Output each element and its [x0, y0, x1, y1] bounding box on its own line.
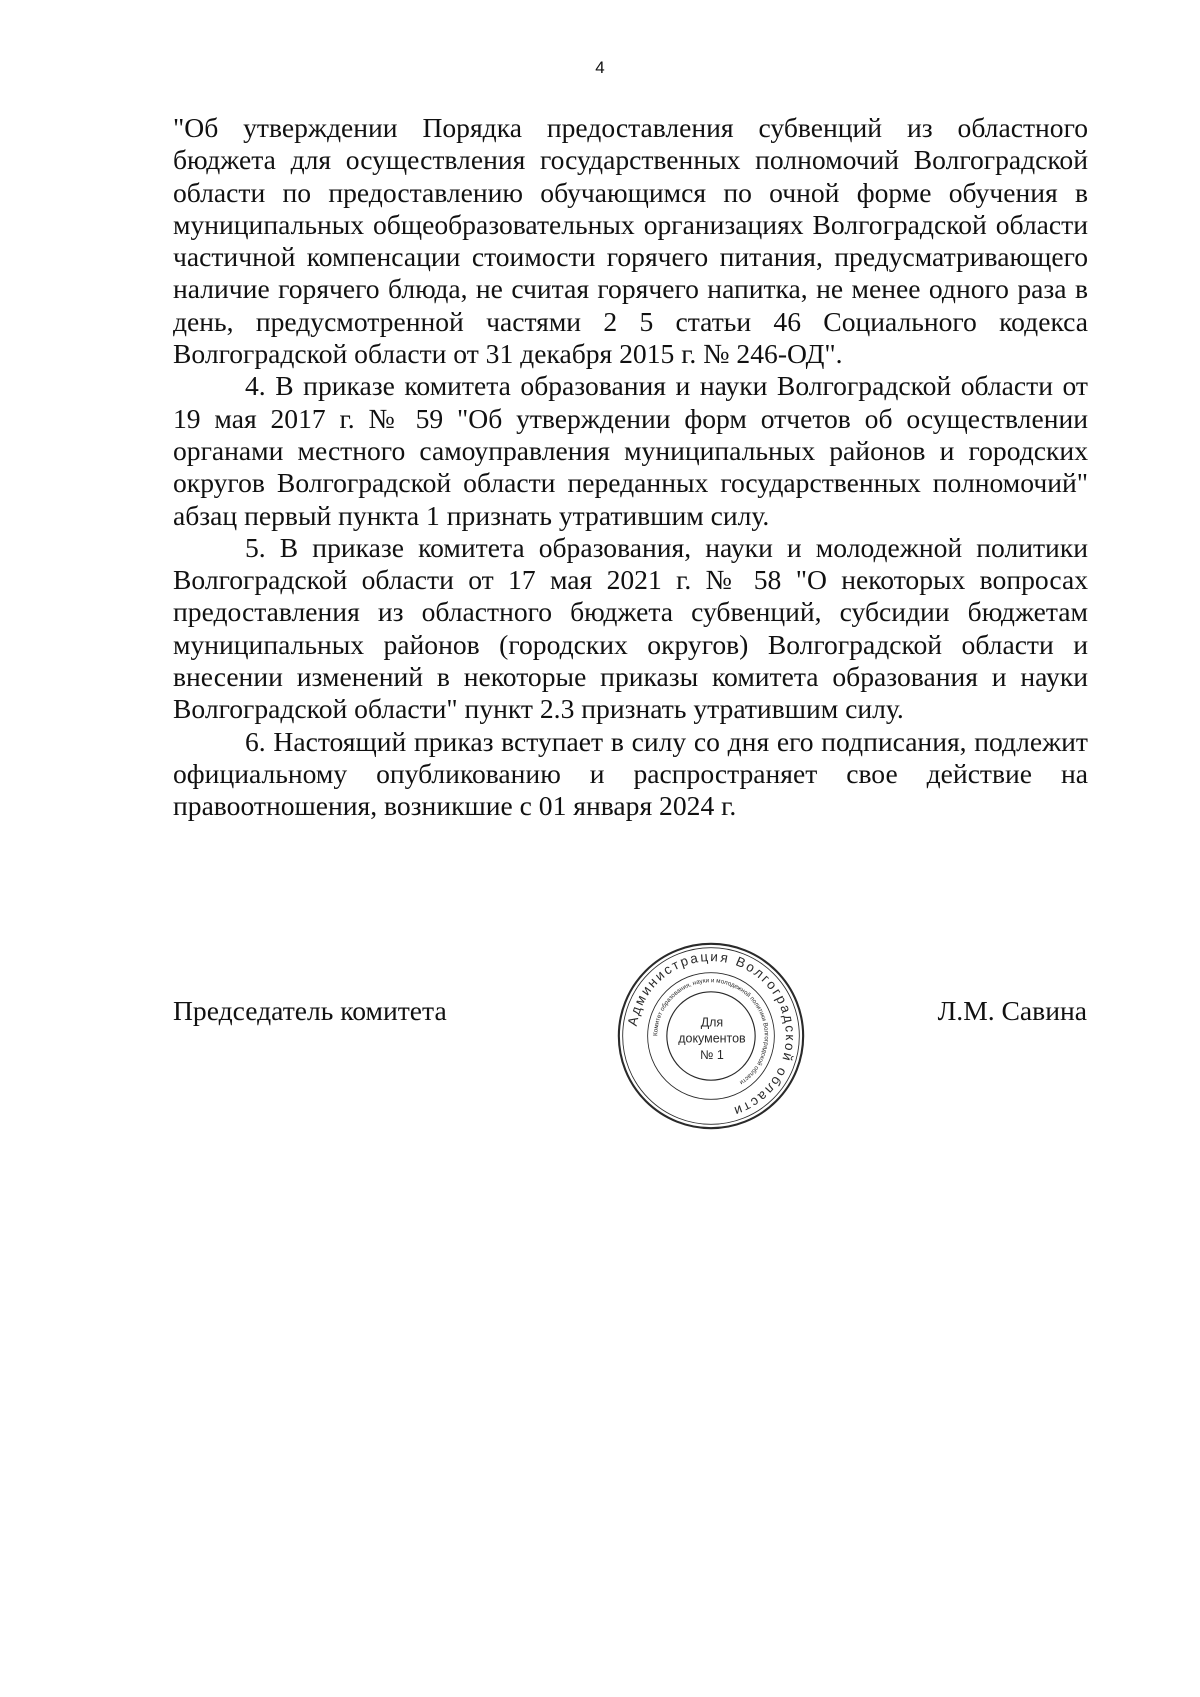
stamp-center-line-1: Для — [700, 1015, 724, 1030]
paragraph-item-5: 5. В приказе комитета образования, науки и молодежной политики Волгоградской области от 17 мая 2021 г. № 58 "О некоторых вопросах предоставления из областного бюджета субвенций, субсидии бюджетам муниципальных районов (городских округов) Волгоградской области и внесении изменений в некоторые приказы комитета образования и науки Волгоградской области" пункт 2.3 признать утратившим силу. — [173, 531, 1088, 725]
paragraph-item-6: 6. Настоящий приказ вступает в силу со дня его подписания, подлежит официальному опубликованию и распространяет свое действие на правоотношения, возникшие с 01 января 2024 г. — [173, 725, 1088, 822]
official-seal-stamp — [615, 940, 807, 1132]
signatory-name: Л.М. Савина — [937, 995, 1087, 1026]
stamp-center-line-2: документов — [678, 1031, 746, 1046]
signatory-title: Председатель комитета — [173, 995, 447, 1026]
stamp-inner-ring-text: Комитет образования, науки и молодежной политики Волгоградской области — [652, 977, 770, 1086]
page-number: 4 — [595, 58, 605, 77]
paragraph-item-4: 4. В приказе комитета образования и науки Волгоградской области от 19 мая 2017 г. № 59 "Об утверждении форм отчетов об осуществлении органами местного самоуправления муниципальных районов и городских округов Волгоградской области переданных государственных полномочий" абзац первый пункта 1 признать утратившим силу. — [173, 370, 1088, 531]
paragraph-continuation: "Об утверждении Порядка предоставления субвенций из областного бюджета для осуществления государственных полномочий Волгоградской области по предоставлению обучающимся по очной форме обучения в муниципальных общеобразовательных организациях Волгоградской области частичной компенсации стоимости горячего питания, предусматривающего наличие горячего блюда, не считая горячего напитка, не менее одного раза в день, предусмотренной частями 2 5 статьи 46 Социального кодекса Волгоградской области от 31 декабря 2015 г. № 246-ОД". — [173, 112, 1088, 370]
stamp-outer-ring-text: Администрация Волгоградской области — [624, 948, 798, 1120]
document-body — [173, 112, 1088, 823]
stamp-center-line-3: № 1 — [700, 1048, 724, 1063]
